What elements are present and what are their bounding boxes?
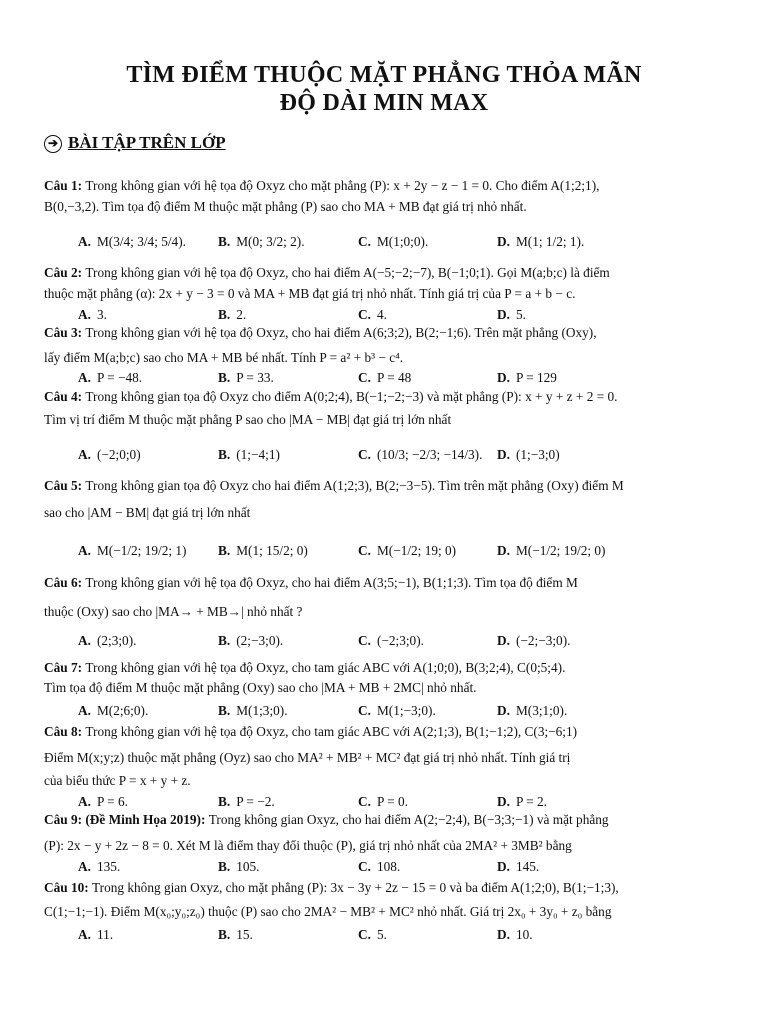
question-2-label: Câu 2: — [44, 265, 86, 280]
section-heading — [44, 133, 226, 153]
option-text: 11. — [96, 927, 114, 942]
question-7-option-b — [218, 703, 288, 719]
question-3-option-b — [218, 370, 274, 386]
option-text: 2. — [236, 307, 247, 322]
question-1-text: B(0,−3,2). Tìm tọa độ điểm M thuộc mặt phẳng (P) sao cho MA + MB đạt giá trị nhỏ nhất. — [44, 199, 527, 214]
question-6-option-c — [358, 633, 424, 649]
question-4-option-b — [218, 447, 280, 463]
question-9-option-c — [358, 859, 400, 875]
question-5-option-c — [358, 543, 456, 559]
question-2-line-1 — [44, 265, 744, 281]
option-text: M(3/4; 3/4; 5/4). — [96, 234, 186, 249]
option-letter: A. — [78, 794, 91, 809]
option-letter: A. — [78, 927, 91, 942]
question-3-option-d — [497, 370, 557, 386]
question-6-text: Trong không gian với hệ tọa độ Oxyz, cho hai điểm A(3;5;−1), B(1;1;3). Tìm tọa độ điểm M — [85, 575, 578, 590]
question-3-option-a — [78, 370, 142, 386]
option-letter: D. — [497, 234, 510, 249]
option-letter: B. — [218, 859, 231, 874]
question-3-line-1 — [44, 325, 744, 341]
question-7-text: Tìm tọa độ điểm M thuộc mặt phẳng (Oxy) sao cho |MA + MB + 2MC| nhỏ nhất. — [44, 680, 477, 695]
question-3-option-c — [358, 370, 411, 386]
option-text: (10/3; −2/3; −14/3). — [376, 447, 483, 462]
option-letter: C. — [358, 703, 371, 718]
question-7-line-1 — [44, 660, 744, 676]
question-2-option-d — [497, 307, 526, 323]
question-2-option-b — [218, 307, 246, 323]
question-10-option-a — [78, 927, 113, 943]
question-9-option-a — [78, 859, 120, 875]
question-2-line-2 — [44, 286, 744, 302]
question-8-option-b — [218, 794, 275, 810]
question-8-line-1 — [44, 724, 744, 740]
option-letter: A. — [78, 234, 91, 249]
question-9-text: (P): 2x − y + 2z − 8 = 0. Xét M là điểm thay đổi thuộc (P), giá trị nhỏ nhất của 2MA² + 3MB² bằng — [44, 838, 572, 853]
question-5-option-b — [218, 543, 308, 559]
question-4-label: Câu 4: — [44, 389, 86, 404]
question-10-label: Câu 10: — [44, 880, 93, 895]
question-8-text: Trong không gian với hệ tọa độ Oxyz, cho tam giác ABC với A(2;1;3), B(1;−1;2), C(3;−6;1) — [85, 724, 578, 739]
option-letter: D. — [497, 633, 510, 648]
option-text: (2;3;0). — [96, 633, 137, 648]
option-letter: D. — [497, 794, 510, 809]
option-text: (1;−4;1) — [236, 447, 280, 462]
option-text: P = −48. — [96, 370, 143, 385]
question-10-line-2 — [44, 904, 744, 920]
option-letter: D. — [497, 307, 510, 322]
question-8-option-c — [358, 794, 408, 810]
option-letter: C. — [358, 633, 371, 648]
question-2-text: thuộc mặt phẳng (α): 2x + y − 3 = 0 và MA + MB đạt giá trị nhỏ nhất. Tính giá trị của P = a + b − c. — [44, 286, 576, 301]
option-text: M(2;6;0). — [96, 703, 149, 718]
question-8-text: Điểm M(x;y;z) thuộc mặt phẳng (Oyz) sao cho MA² + MB² + MC² đạt giá trị nhỏ nhất. Tính giá trị — [44, 750, 571, 765]
question-10-line-1 — [44, 880, 744, 896]
question-2-option-a — [78, 307, 107, 323]
question-6-line-2 — [44, 604, 744, 620]
option-text: M(3;1;0). — [515, 703, 568, 718]
question-9-label: Câu 9: (Đề Minh Họa 2019): — [44, 812, 209, 827]
question-5-text: Trong không gian tọa độ Oxyz cho hai điểm A(1;2;3), B(2;−3−5). Tìm trên mặt phẳng (Oxy) điểm M — [85, 478, 624, 493]
question-6-option-a — [78, 633, 136, 649]
option-letter: C. — [358, 234, 371, 249]
option-text: (−2;−3;0). — [515, 633, 571, 648]
option-text: 3. — [96, 307, 107, 322]
option-text: P = 48 — [376, 370, 412, 385]
option-letter: D. — [497, 703, 510, 718]
question-9-text: Trong không gian Oxyz, cho hai điểm A(2;−2;4), B(−3;3;−1) và mặt phẳng — [208, 812, 609, 827]
question-7-text: Trong không gian với hệ tọa độ Oxyz, cho tam giác ABC với A(1;0;0), B(3;2;4), C(0;5;4). — [85, 660, 566, 675]
option-letter: C. — [358, 370, 371, 385]
option-text: M(−1/2; 19/2; 0) — [515, 543, 606, 558]
option-letter: B. — [218, 370, 231, 385]
option-letter: C. — [358, 859, 371, 874]
title-line-1: TÌM ĐIỂM THUỘC MẶT PHẲNG THỎA MÃN — [126, 62, 642, 88]
option-text: 135. — [96, 859, 121, 874]
question-3-label: Câu 3: — [44, 325, 86, 340]
option-text: (2;−3;0). — [236, 633, 284, 648]
question-7-line-2 — [44, 680, 744, 696]
option-text: M(1;−3;0). — [376, 703, 436, 718]
option-letter: B. — [218, 703, 231, 718]
option-text: 5. — [515, 307, 526, 322]
question-2-option-c — [358, 307, 387, 323]
question-1-option-a — [78, 234, 186, 250]
option-text: M(1; 1/2; 1). — [515, 234, 585, 249]
option-letter: A. — [78, 447, 91, 462]
question-10-option-b — [218, 927, 253, 943]
question-1-line-1 — [44, 178, 744, 194]
question-3-text: Trong không gian với hệ tọa độ Oxyz, cho hai điểm A(6;3;2), B(2;−1;6). Trên mặt phẳng (Oxy), — [85, 325, 597, 340]
question-9-option-d — [497, 859, 539, 875]
question-4-line-1 — [44, 389, 744, 405]
option-text: 4. — [376, 307, 387, 322]
option-letter: A. — [78, 703, 91, 718]
option-letter: C. — [358, 543, 371, 558]
option-letter: A. — [78, 543, 91, 558]
question-7-option-c — [358, 703, 436, 719]
question-7-label: Câu 7: — [44, 660, 86, 675]
question-8-option-a — [78, 794, 128, 810]
question-8-line-2 — [44, 750, 744, 766]
question-9-line-1 — [44, 812, 744, 828]
question-9-line-2 — [44, 838, 744, 854]
title-line-2: ĐỘ DÀI MIN MAX — [279, 90, 489, 116]
question-1-line-2 — [44, 199, 744, 215]
question-4-option-a — [78, 447, 141, 463]
option-letter: B. — [218, 927, 231, 942]
question-6-line-1 — [44, 575, 744, 591]
option-text: 145. — [515, 859, 540, 874]
option-letter: C. — [358, 307, 371, 322]
option-text: M(1; 15/2; 0) — [236, 543, 308, 558]
option-text: M(1;0;0). — [376, 234, 429, 249]
question-4-text: Trong không gian tọa độ Oxyz cho điểm A(0;2;4), B(−1;−2;−3) và mặt phẳng (P): x + y + z + 2 = 0. — [85, 389, 618, 404]
option-letter: C. — [358, 794, 371, 809]
question-5-option-d — [497, 543, 605, 559]
option-letter: A. — [78, 370, 91, 385]
question-5-option-a — [78, 543, 186, 559]
question-2-text: Trong không gian với hệ tọa độ Oxyz, cho hai điểm A(−5;−2;−7), B(−1;0;1). Gọi M(a;b;c) là điểm — [85, 265, 610, 280]
option-letter: B. — [218, 633, 231, 648]
question-1-label: Câu 1: — [44, 178, 86, 193]
question-10-option-c — [358, 927, 387, 943]
question-10-option-d — [497, 927, 533, 943]
option-text: (−2;3;0). — [376, 633, 424, 648]
option-letter: C. — [358, 927, 371, 942]
section-label: BÀI TẬP TRÊN LỚP — [68, 133, 226, 152]
question-4-option-d — [497, 447, 560, 463]
option-letter: A. — [78, 307, 91, 322]
option-text: 108. — [376, 859, 401, 874]
option-text: P = 2. — [515, 794, 547, 809]
option-letter: D. — [497, 370, 510, 385]
question-1-option-b — [218, 234, 305, 250]
question-10-text: C(1;−1;−1). Điểm M(x₀;y₀;z₀) thuộc (P) sao cho 2MA² − MB² + MC² nhỏ nhất. Giá trị 2x₀ + 3y₀ + z₀ bằng — [44, 904, 612, 919]
option-text: M(1;3;0). — [236, 703, 288, 718]
option-letter: A. — [78, 859, 91, 874]
option-letter: B. — [218, 543, 231, 558]
question-6-option-d — [497, 633, 570, 649]
option-letter: B. — [218, 307, 231, 322]
option-letter: A. — [78, 633, 91, 648]
option-letter: D. — [497, 859, 510, 874]
question-1-option-d — [497, 234, 584, 250]
option-text: M(−1/2; 19; 0) — [376, 543, 457, 558]
question-8-text: của biểu thức P = x + y + z. — [44, 773, 191, 788]
question-5-text: sao cho |AM − BM| đạt giá trị lớn nhất — [44, 505, 251, 520]
option-letter: B. — [218, 234, 231, 249]
question-6-label: Câu 6: — [44, 575, 86, 590]
question-4-text: Tìm vị trí điểm M thuộc mặt phẳng P sao cho |MA − MB| đạt giá trị lớn nhất — [44, 412, 452, 427]
question-9-option-b — [218, 859, 259, 875]
option-letter: D. — [497, 543, 510, 558]
option-letter: C. — [358, 447, 371, 462]
question-3-text: lấy điểm M(a;b;c) sao cho MA + MB bé nhất. Tính P = a² + b³ − c⁴. — [44, 350, 404, 365]
option-letter: B. — [218, 447, 231, 462]
question-1-option-c — [358, 234, 428, 250]
option-text: (−2;0;0) — [96, 447, 141, 462]
option-text: P = 6. — [96, 794, 128, 809]
question-5-label: Câu 5: — [44, 478, 86, 493]
question-3-line-2 — [44, 350, 744, 366]
question-7-option-d — [497, 703, 567, 719]
option-text: 105. — [236, 859, 260, 874]
question-1-text: Trong không gian với hệ tọa độ Oxyz cho mặt phẳng (P): x + 2y − z − 1 = 0. Cho điểm A(1;2;1), — [85, 178, 600, 193]
option-text: M(−1/2; 19/2; 1) — [96, 543, 187, 558]
option-text: M(0; 3/2; 2). — [236, 234, 305, 249]
question-5-line-1 — [44, 478, 744, 494]
option-text: 10. — [515, 927, 533, 942]
question-6-text: thuộc (Oxy) sao cho |MA→ + MB→| nhỏ nhất ? — [44, 604, 303, 619]
option-text: 15. — [236, 927, 253, 942]
question-10-text: Trong không gian Oxyz, cho mặt phẳng (P): 3x − 3y + 2z − 15 = 0 và ba điểm A(1;2;0), B(1;−1;3), — [92, 880, 619, 895]
question-8-label: Câu 8: — [44, 724, 86, 739]
option-text: P = 33. — [236, 370, 274, 385]
option-text: P = −2. — [236, 794, 275, 809]
question-5-line-2 — [44, 505, 744, 521]
option-text: P = 0. — [376, 794, 408, 809]
option-letter: D. — [497, 447, 510, 462]
question-7-option-a — [78, 703, 148, 719]
option-letter: B. — [218, 794, 231, 809]
question-6-option-b — [218, 633, 283, 649]
question-4-line-2 — [44, 412, 744, 428]
option-text: P = 129 — [515, 370, 557, 385]
question-8-option-d — [497, 794, 547, 810]
option-text: (1;−3;0) — [515, 447, 560, 462]
question-8-line-3 — [44, 773, 744, 789]
question-4-option-c — [358, 447, 482, 463]
option-text: 5. — [376, 927, 387, 942]
option-letter: D. — [497, 927, 510, 942]
circle-arrow-icon: ➔ — [44, 135, 62, 153]
